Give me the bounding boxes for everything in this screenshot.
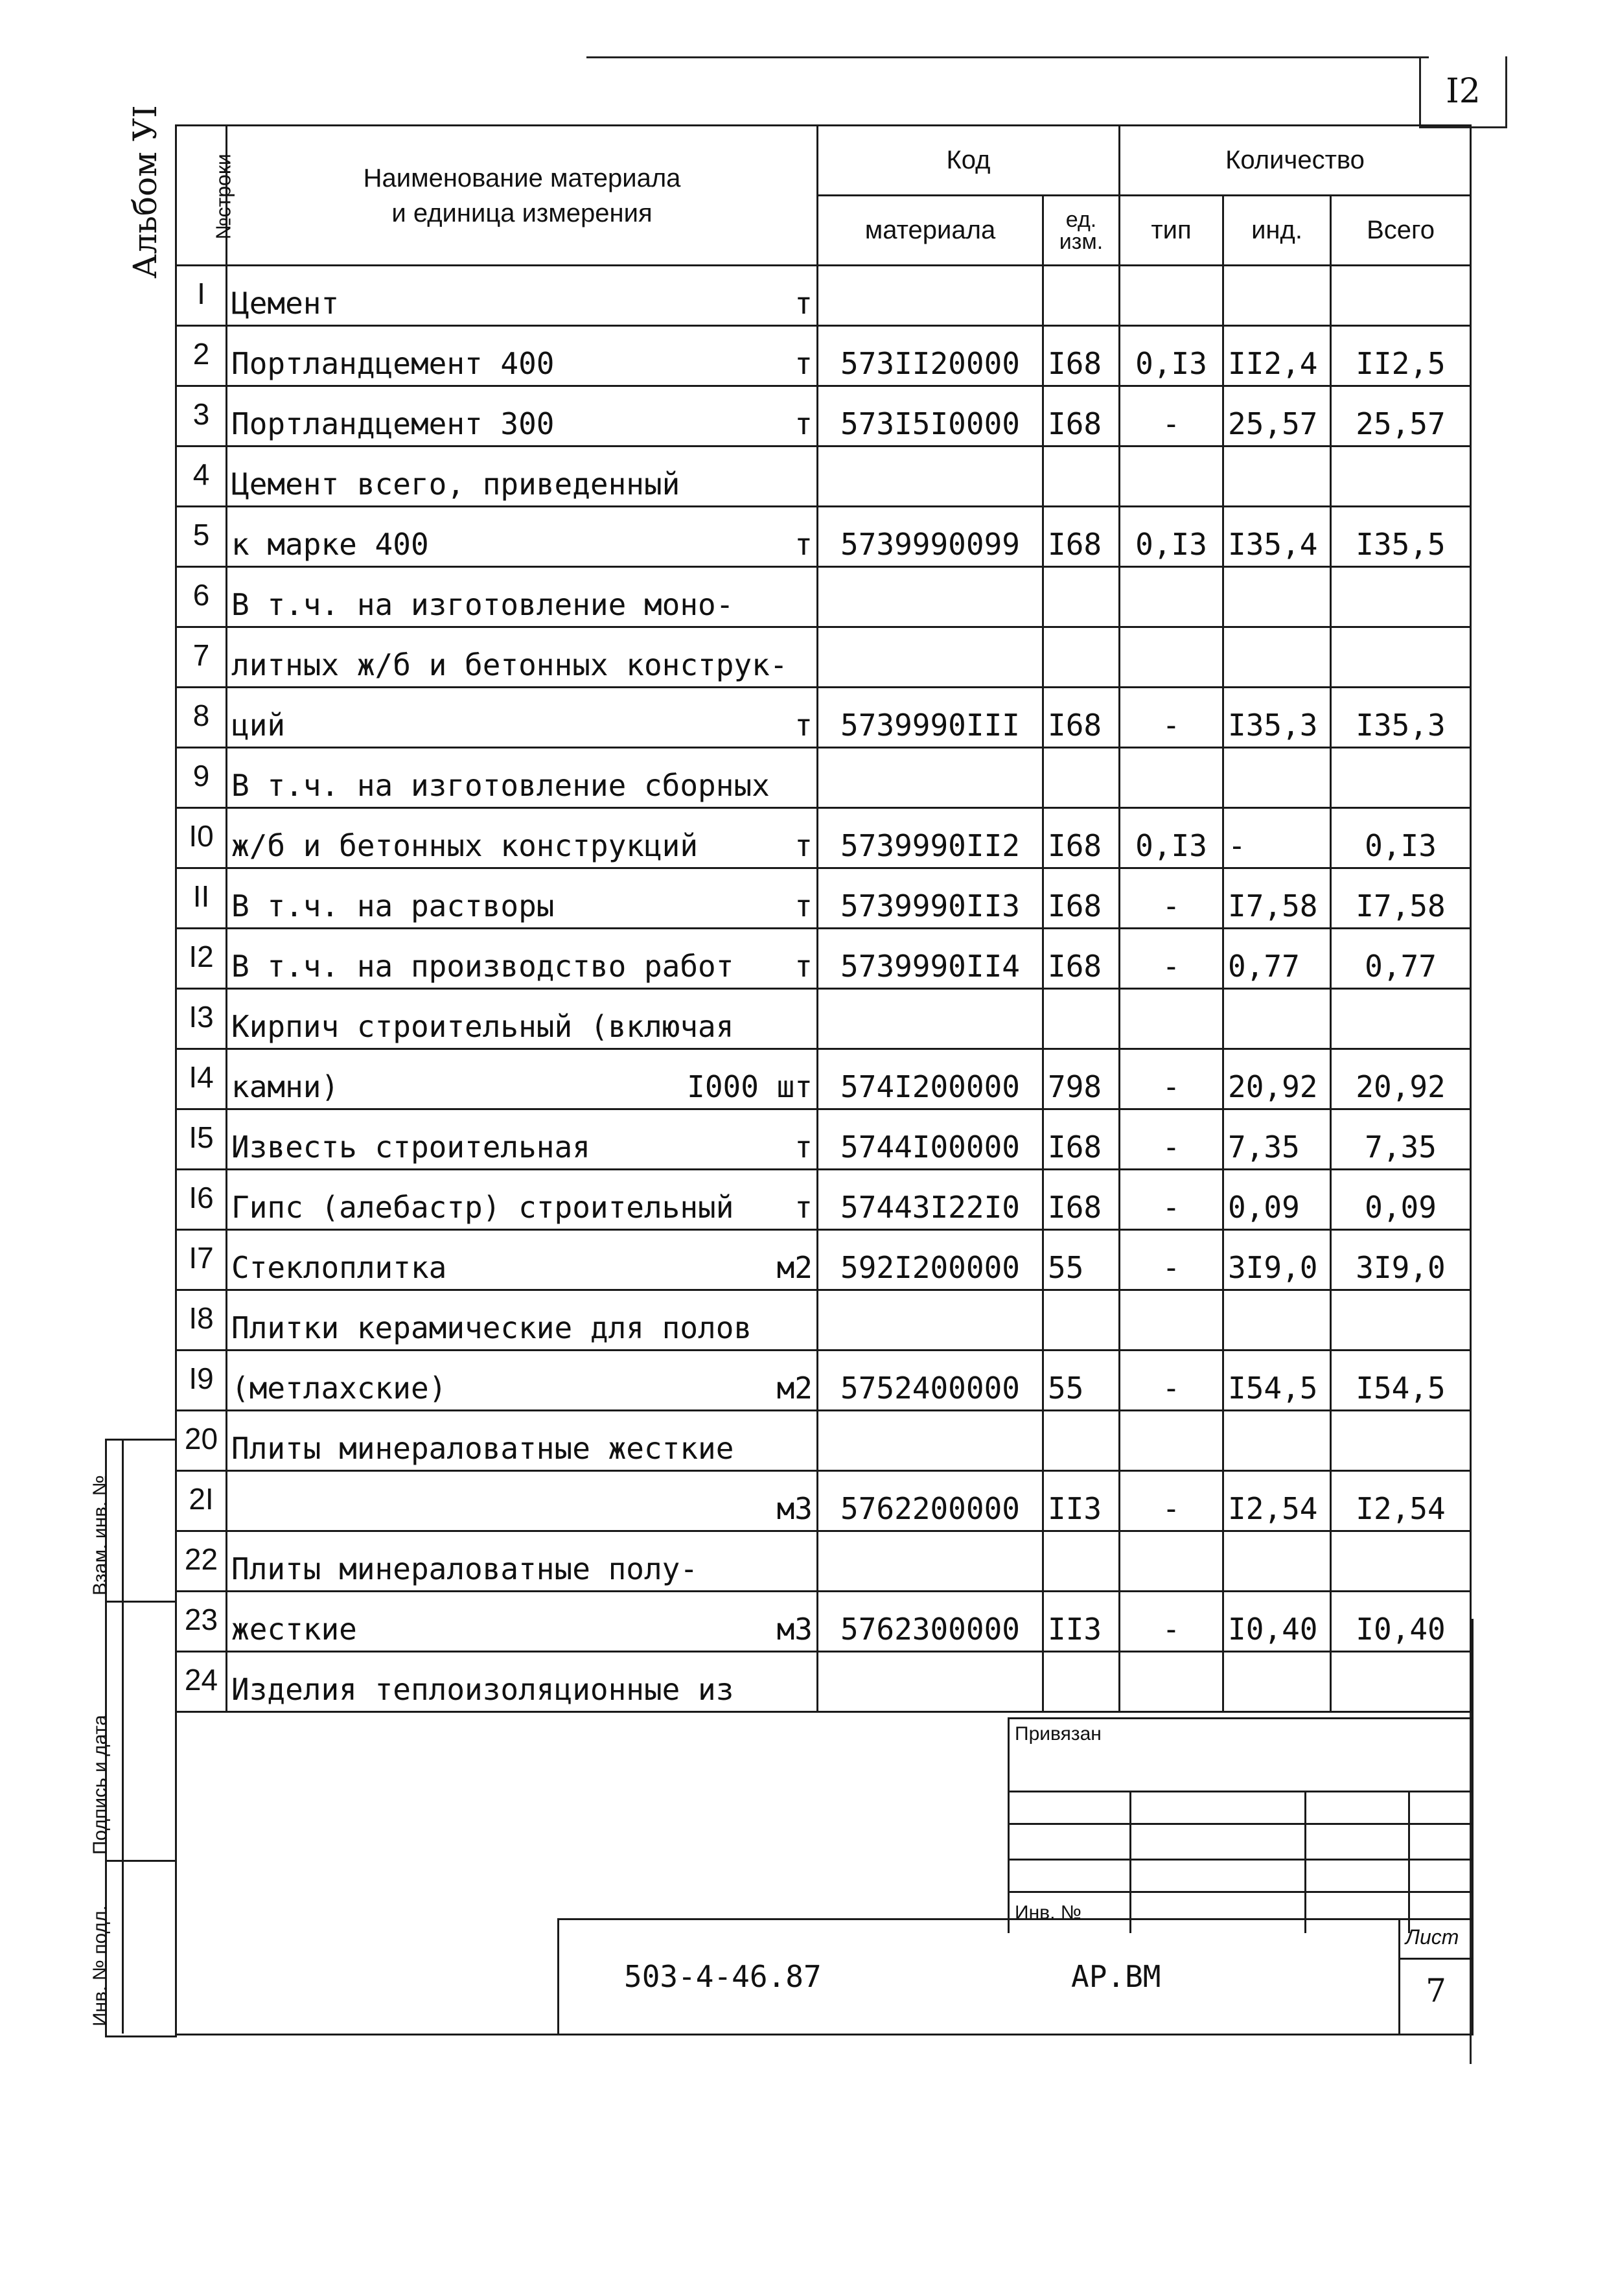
material-code: 5739990099 — [818, 507, 1043, 567]
material-code: 5739990II4 — [818, 929, 1043, 989]
row-number: 7 — [176, 627, 227, 688]
material-code: 592I200000 — [818, 1230, 1043, 1290]
qty-ind — [1223, 1531, 1331, 1592]
table-row — [176, 1109, 1471, 1170]
unit-code: 55 — [1043, 1230, 1120, 1290]
material-code — [818, 567, 1043, 627]
material-unit: м2 — [776, 1371, 813, 1406]
qty-total: I7,58 — [1331, 868, 1471, 929]
qty-ind — [1223, 1290, 1331, 1351]
table-row — [176, 1290, 1471, 1351]
stamp-signature-date: Подпись и дата — [105, 1601, 175, 1862]
material-name-cell — [227, 748, 818, 808]
material-unit: м3 — [776, 1612, 813, 1647]
unit-code: I68 — [1043, 386, 1120, 446]
row-number: 22 — [176, 1531, 227, 1592]
material-unit: м2 — [776, 1250, 813, 1285]
qty-ind: 25,57 — [1223, 386, 1331, 446]
unit-code: I68 — [1043, 808, 1120, 868]
unit-code: I68 — [1043, 868, 1120, 929]
qty-typ: - — [1120, 1230, 1223, 1290]
material-name: Известь строительная — [231, 1130, 590, 1165]
row-number: 20 — [176, 1411, 227, 1471]
qty-total: 7,35 — [1331, 1109, 1471, 1170]
material-unit: т — [794, 828, 813, 863]
row-number: 8 — [176, 688, 227, 748]
material-name-cell — [227, 688, 818, 748]
album-label: Альбом УI — [126, 105, 164, 279]
unit-code — [1043, 627, 1120, 688]
material-name: литных ж/б и бетонных конструк- — [231, 647, 788, 682]
material-name: Портландцемент 400 — [231, 346, 555, 381]
row-number: I7 — [176, 1230, 227, 1290]
material-code: 5744I00000 — [818, 1109, 1043, 1170]
row-number: 2 — [176, 326, 227, 386]
stamp-inv-podl: Инв. № подл. — [89, 1905, 111, 2026]
unit-code — [1043, 989, 1120, 1049]
qty-total — [1331, 748, 1471, 808]
row-number: II — [176, 868, 227, 929]
material-unit: I000 шт — [687, 1069, 813, 1104]
row-number: I6 — [176, 1170, 227, 1230]
header-quantity: Количество — [1120, 126, 1471, 196]
qty-ind: 0,77 — [1223, 929, 1331, 989]
unit-code: I68 — [1043, 929, 1120, 989]
qty-typ — [1120, 1531, 1223, 1592]
qty-typ: - — [1120, 1471, 1223, 1531]
material-code: 5739990III — [818, 688, 1043, 748]
material-code: 5762300000 — [818, 1592, 1043, 1652]
qty-ind — [1223, 567, 1331, 627]
material-name: ций — [231, 708, 286, 743]
unit-code: I68 — [1043, 326, 1120, 386]
material-name: Плиты минераловатные жесткие — [231, 1431, 734, 1466]
qty-typ — [1120, 446, 1223, 507]
binding-vline — [1304, 1791, 1306, 1933]
material-code: 5739990II2 — [818, 808, 1043, 868]
qty-typ: - — [1120, 1170, 1223, 1230]
material-code — [818, 1531, 1043, 1592]
material-name: ж/б и бетонных конструкций — [231, 828, 699, 863]
qty-total — [1331, 1531, 1471, 1592]
header-qty-typ: тип — [1120, 196, 1223, 266]
material-name-cell — [227, 326, 818, 386]
material-name: Изделия теплоизоляционные из — [231, 1672, 734, 1707]
unit-code — [1043, 1411, 1120, 1471]
header-unit-code: ед. изм. — [1043, 196, 1120, 266]
qty-typ: - — [1120, 1592, 1223, 1652]
table-row — [176, 1351, 1471, 1411]
qty-typ: - — [1120, 386, 1223, 446]
header-name: Наименование материала и единица измерения — [227, 126, 818, 266]
material-unit: т — [794, 888, 813, 923]
material-unit: т — [794, 1190, 813, 1225]
unit-code: 798 — [1043, 1049, 1120, 1109]
qty-total: I54,5 — [1331, 1351, 1471, 1411]
title-block — [557, 1918, 1472, 2035]
material-code: 5752400000 — [818, 1351, 1043, 1411]
qty-typ: - — [1120, 868, 1223, 929]
row-number: 9 — [176, 748, 227, 808]
material-name-cell — [227, 1351, 818, 1411]
row-number: I8 — [176, 1290, 227, 1351]
material-name-cell — [227, 1471, 818, 1531]
qty-typ: - — [1120, 1109, 1223, 1170]
qty-typ: - — [1120, 1351, 1223, 1411]
material-name-cell — [227, 1109, 818, 1170]
qty-ind: II2,4 — [1223, 326, 1331, 386]
material-name: Гипс (алебастр) строительный — [231, 1190, 734, 1225]
qty-typ — [1120, 989, 1223, 1049]
binding-block — [1008, 1717, 1472, 1933]
sheet-divider — [1400, 1958, 1472, 1960]
material-name: В т.ч. на изготовление моно- — [231, 587, 734, 622]
row-number: 2I — [176, 1471, 227, 1531]
header-row-number: №строки — [176, 126, 227, 266]
table-row — [176, 446, 1471, 507]
row-number: I2 — [176, 929, 227, 989]
material-unit: т — [794, 708, 813, 743]
qty-ind — [1223, 266, 1331, 326]
table-row — [176, 1049, 1471, 1109]
table-row — [176, 627, 1471, 688]
qty-ind: I54,5 — [1223, 1351, 1331, 1411]
binding-line — [1010, 1823, 1472, 1825]
qty-total: I35,3 — [1331, 688, 1471, 748]
unit-code: I68 — [1043, 507, 1120, 567]
row-number: 5 — [176, 507, 227, 567]
material-name-cell — [227, 446, 818, 507]
unit-code: 55 — [1043, 1351, 1120, 1411]
document-code: АР.ВМ — [1071, 1959, 1161, 1994]
qty-ind: - — [1223, 808, 1331, 868]
qty-ind: I35,4 — [1223, 507, 1331, 567]
row-number: 23 — [176, 1592, 227, 1652]
qty-ind: 0,09 — [1223, 1170, 1331, 1230]
qty-total: II2,5 — [1331, 326, 1471, 386]
material-code: 574I200000 — [818, 1049, 1043, 1109]
qty-total — [1331, 446, 1471, 507]
materials-rows — [176, 266, 1471, 1712]
binding-line — [1010, 1859, 1472, 1861]
qty-typ — [1120, 627, 1223, 688]
row-number: I5 — [176, 1109, 227, 1170]
material-name: к марке 400 — [231, 527, 429, 562]
material-unit: м3 — [776, 1491, 813, 1526]
material-code: 5762200000 — [818, 1471, 1043, 1531]
material-name-cell — [227, 1290, 818, 1351]
row-number: 3 — [176, 386, 227, 446]
material-name: Плиты минераловатные полу- — [231, 1551, 699, 1586]
unit-code — [1043, 1531, 1120, 1592]
material-name: В т.ч. на изготовление сборных — [231, 768, 770, 803]
material-name: В т.ч. на растворы — [231, 888, 555, 923]
material-name: камни) — [231, 1069, 340, 1104]
material-code: 5739990II3 — [818, 868, 1043, 929]
table-row — [176, 929, 1471, 989]
material-name: Цемент — [231, 286, 340, 321]
qty-ind: 20,92 — [1223, 1049, 1331, 1109]
material-name-cell — [227, 808, 818, 868]
project-code: 503-4-46.87 — [624, 1959, 822, 1994]
qty-typ — [1120, 567, 1223, 627]
qty-total — [1331, 567, 1471, 627]
material-code: 573I5I0000 — [818, 386, 1043, 446]
qty-total: 25,57 — [1331, 386, 1471, 446]
qty-ind — [1223, 446, 1331, 507]
material-name-cell — [227, 1049, 818, 1109]
material-code — [818, 627, 1043, 688]
qty-typ: - — [1120, 1049, 1223, 1109]
table-row — [176, 507, 1471, 567]
material-code: 573II20000 — [818, 326, 1043, 386]
table-row — [176, 1170, 1471, 1230]
material-unit: т — [794, 1130, 813, 1165]
table-row — [176, 1471, 1471, 1531]
material-name-cell — [227, 627, 818, 688]
qty-ind: I2,54 — [1223, 1471, 1331, 1531]
table-row — [176, 386, 1471, 446]
material-name: Плитки керамические для полов — [231, 1310, 752, 1345]
qty-typ — [1120, 266, 1223, 326]
material-name-cell — [227, 1170, 818, 1230]
qty-typ: 0,I3 — [1120, 507, 1223, 567]
material-name: Кирпич строительный (включая — [231, 1009, 734, 1044]
material-name: (метлахские) — [231, 1371, 447, 1406]
qty-typ — [1120, 1290, 1223, 1351]
qty-total — [1331, 989, 1471, 1049]
material-name: Цемент всего, приведенный — [231, 467, 680, 502]
table-row — [176, 266, 1471, 326]
qty-ind — [1223, 1411, 1331, 1471]
unit-code: II3 — [1043, 1592, 1120, 1652]
unit-code: II3 — [1043, 1471, 1120, 1531]
material-code — [818, 1411, 1043, 1471]
qty-total — [1331, 627, 1471, 688]
material-unit: т — [794, 949, 813, 984]
qty-typ: 0,I3 — [1120, 808, 1223, 868]
row-number: I3 — [176, 989, 227, 1049]
material-unit: т — [794, 346, 813, 381]
material-name-cell — [227, 507, 818, 567]
materials-table — [175, 124, 1472, 1713]
sheet-box — [1398, 1920, 1472, 2035]
material-code — [818, 1290, 1043, 1351]
material-code — [818, 748, 1043, 808]
material-code — [818, 446, 1043, 507]
table-row — [176, 868, 1471, 929]
material-unit: т — [794, 527, 813, 562]
binding-line — [1010, 1891, 1472, 1893]
qty-total: I2,54 — [1331, 1471, 1471, 1531]
table-row — [176, 1230, 1471, 1290]
qty-typ: - — [1120, 929, 1223, 989]
table-row — [176, 1411, 1471, 1471]
table-row — [176, 567, 1471, 627]
qty-total: 3I9,0 — [1331, 1230, 1471, 1290]
material-code — [818, 266, 1043, 326]
unit-code — [1043, 1290, 1120, 1351]
binding-inv-label: Инв. № — [1015, 1902, 1081, 1923]
qty-typ — [1120, 748, 1223, 808]
sheet-label: Лист — [1405, 1925, 1459, 1949]
table-row — [176, 808, 1471, 868]
qty-ind — [1223, 748, 1331, 808]
material-name-cell — [227, 1411, 818, 1471]
material-code: 57443I22I0 — [818, 1170, 1043, 1230]
row-number: 4 — [176, 446, 227, 507]
table-row — [176, 748, 1471, 808]
material-name-cell — [227, 1531, 818, 1592]
material-name-cell — [227, 929, 818, 989]
qty-ind — [1223, 627, 1331, 688]
material-name: Портландцемент 300 — [231, 406, 555, 441]
qty-ind: I0,40 — [1223, 1592, 1331, 1652]
row-number: I0 — [176, 808, 227, 868]
unit-code: I68 — [1043, 688, 1120, 748]
table-row — [176, 326, 1471, 386]
row-number: 24 — [176, 1652, 227, 1712]
row-number: 6 — [176, 567, 227, 627]
row-number: I9 — [176, 1351, 227, 1411]
row-number: I — [176, 266, 227, 326]
material-name: жесткие — [231, 1612, 357, 1647]
qty-typ: - — [1120, 688, 1223, 748]
unit-code — [1043, 567, 1120, 627]
unit-code: I68 — [1043, 1109, 1120, 1170]
qty-typ — [1120, 1411, 1223, 1471]
unit-code — [1043, 446, 1120, 507]
qty-total: 0,09 — [1331, 1170, 1471, 1230]
qty-total — [1331, 1411, 1471, 1471]
qty-total: 0,I3 — [1331, 808, 1471, 868]
table-row — [176, 688, 1471, 748]
unit-code: I68 — [1043, 1170, 1120, 1230]
qty-ind: I7,58 — [1223, 868, 1331, 929]
unit-code — [1043, 266, 1120, 326]
qty-total — [1331, 1290, 1471, 1351]
material-code — [818, 989, 1043, 1049]
material-name-cell — [227, 868, 818, 929]
qty-ind: 3I9,0 — [1223, 1230, 1331, 1290]
material-name-cell — [227, 567, 818, 627]
binding-line — [1010, 1791, 1472, 1792]
material-name-cell — [227, 1230, 818, 1290]
table-row — [176, 989, 1471, 1049]
unit-code — [1043, 748, 1120, 808]
material-name-cell — [227, 266, 818, 326]
row-number: I4 — [176, 1049, 227, 1109]
material-name: Стеклоплитка — [231, 1250, 447, 1285]
sheet-number: 7 — [1426, 1972, 1446, 2010]
header-qty-ind: инд. — [1223, 196, 1331, 266]
qty-ind: 7,35 — [1223, 1109, 1331, 1170]
qty-total: I35,5 — [1331, 507, 1471, 567]
material-name: В т.ч. на производство работ — [231, 949, 734, 984]
qty-total — [1331, 266, 1471, 326]
qty-typ: 0,I3 — [1120, 326, 1223, 386]
binding-vline — [1408, 1791, 1410, 1933]
qty-total: I0,40 — [1331, 1592, 1471, 1652]
material-unit: т — [794, 286, 813, 321]
header-qty-total: Всего — [1331, 196, 1471, 266]
material-unit: т — [794, 406, 813, 441]
table-row — [176, 1531, 1471, 1592]
page-number: I2 — [1419, 56, 1507, 128]
material-name-cell — [227, 386, 818, 446]
stamp-vzam-inv: Взам. инв. № — [105, 1439, 175, 1603]
material-name-cell — [227, 989, 818, 1049]
binding-vline — [1129, 1791, 1131, 1933]
qty-ind — [1223, 989, 1331, 1049]
header-code: Код — [818, 126, 1120, 196]
qty-ind: I35,3 — [1223, 688, 1331, 748]
qty-total: 0,77 — [1331, 929, 1471, 989]
qty-total: 20,92 — [1331, 1049, 1471, 1109]
binding-label: Привязан — [1015, 1723, 1102, 1745]
header-code-material: материала — [818, 196, 1043, 266]
top-border-line — [586, 56, 1429, 58]
